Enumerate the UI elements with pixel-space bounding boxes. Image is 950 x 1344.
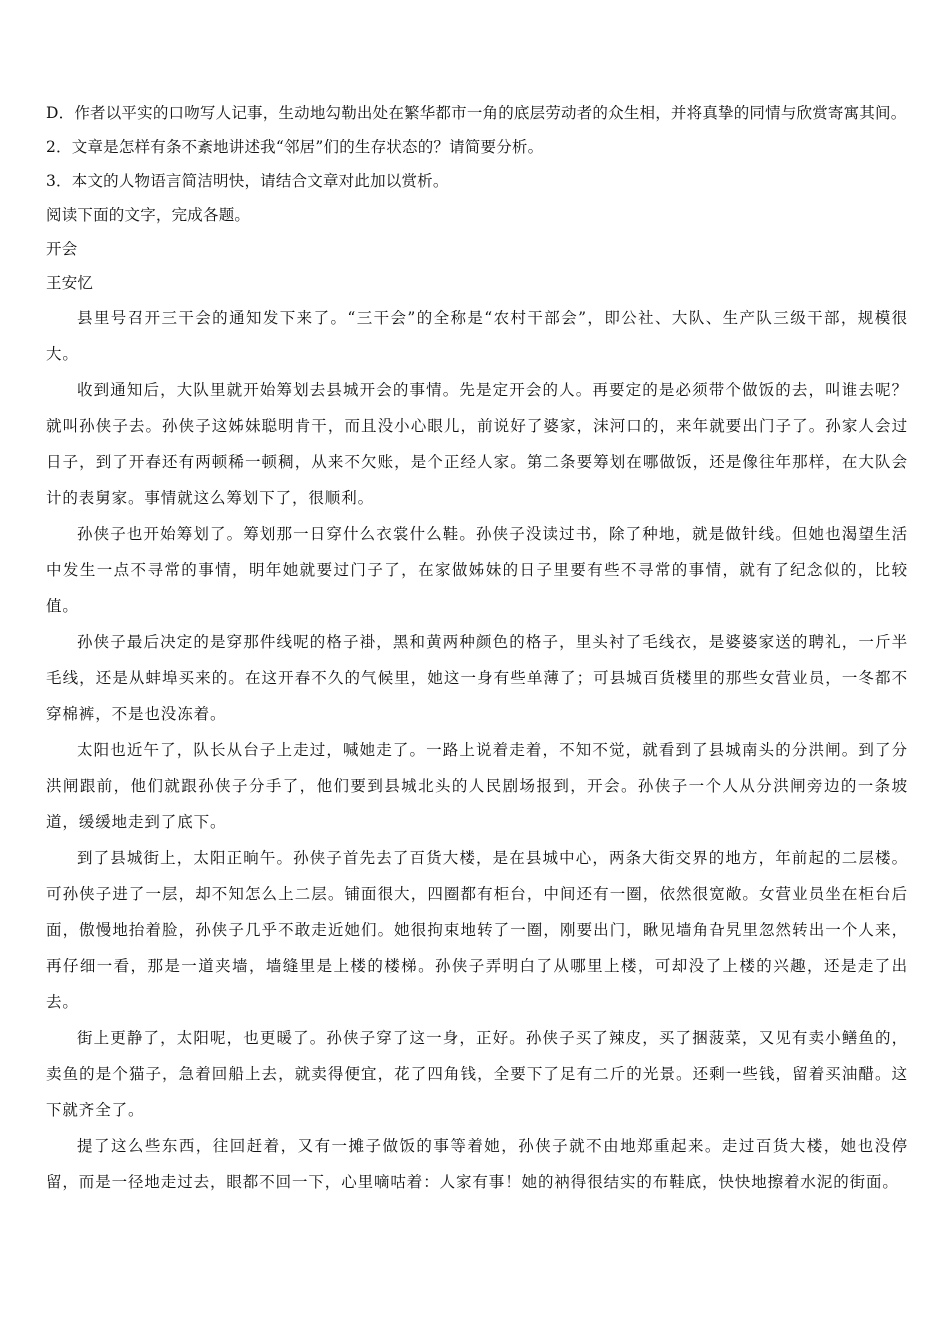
article-title: 开会 [46,240,78,258]
article-paragraph: 县里号召开三干会的通知发下来了。“三干会”的全称是“农村干部会”，即公社、大队、生产队三级干部，规模很大。 [46,309,908,363]
article-paragraph: 收到通知后，大队里就开始筹划去县城开会的事情。先是定开会的人。再要定的是必须带个做饭的去，叫谁去呢？就叫孙侠子去。孙侠子这姊妹聪明肯干，而且没小心眼儿，前说好了婆家，沫河口的，来年就要出门子了。孙家人会过日子，到了开春还有两顿稀一顿稠，从来不欠账，是个正经人家。第二条要筹划在哪做饭，还是像往年那样，在大队会计的表舅家。事情就这么筹划下了，很顺利。 [46,381,908,507]
article-paragraph: 太阳也近午了，队长从台子上走过，喊她走了。一路上说着走着，不知不觉，就看到了县城南头的分洪闸。到了分洪闸跟前，他们就跟孙侠子分手了，他们要到县城北头的人民剧场报到，开会。孙侠子一个人从分洪闸旁边的一条坡道，缓缓地走到了底下。 [46,741,908,831]
reading-instruction: 阅读下面的文字，完成各题。 [46,206,251,224]
article-paragraph: 提了这么些东西，往回赶着，又有一摊子做饭的事等着她，孙侠子就不由地郑重起来。走过百货大楼，她也没停留，而是一径地走过去，眼都不回一下，心里嘀咕着：人家有事！她的衲得很结实的布鞋底，快快地擦着水泥的街面。 [46,1137,908,1191]
article-paragraph: 孙侠子也开始筹划了。筹划那一日穿什么衣裳什么鞋。孙侠子没读过书，除了种地，就是做针线。但她也渴望生活中发生一点不寻常的事情，明年她就要过门子了，在家做姊妹的日子里要有些不寻常的事情，就有了纪念似的，比较值。 [46,525,908,615]
question-3: 3．本文的人物语言简洁明快，请结合文章对此加以赏析。 [46,172,449,190]
document-page [46,96,908,1200]
article-body [46,300,908,1200]
article-paragraph: 到了县城街上，太阳正晌午。孙侠子首先去了百货大楼，是在县城中心，两条大街交界的地方，年前起的二层楼。可孙侠子进了一层，却不知怎么上二层。铺面很大，四圈都有柜台，中间还有一圈，依然很宽敞。女营业员坐在柜台后面，傲慢地抬着脸，孙侠子几乎不敢走近她们。她很拘束地转了一圈，刚要出门，瞅见墙角旮旯里忽然转出一个人来，再仔细一看，那是一道夹墙，墙缝里是上楼的楼梯。孙侠子弄明白了从哪里上楼，可却没了上楼的兴趣，还是走了出去。 [46,849,908,1011]
question-2: 2．文章是怎样有条不紊地讲述我“邻居”们的生存状态的？请简要分析。 [46,138,544,156]
article-paragraph: 街上更静了，太阳呢，也更暖了。孙侠子穿了这一身，正好。孙侠子买了辣皮，买了捆菠菜，又见有卖小鳝鱼的，卖鱼的是个猫子，急着回船上去，就卖得便宜，花了四角钱，全要下了足有二斤的光景。还剩一些钱，留着买油醋。这下就齐全了。 [46,1029,908,1119]
option-d: D．作者以平实的口吻写人记事，生动地勾勒出处在繁华都市一角的底层劳动者的众生相，并将真挚的同情与欣赏寄寓其间。 [46,104,907,122]
answer-options [46,96,908,130]
article-author: 王安忆 [46,274,94,292]
article-paragraph: 孙侠子最后决定的是穿那件线呢的格子褂，黑和黄两种颜色的格子，里头衬了毛线衣，是婆婆家送的聘礼，一斤半毛线，还是从蚌埠买来的。在这开春不久的气候里，她这一身有些单薄了；可县城百货楼里的那些女营业员，一冬都不穿棉裤，不是也没冻着。 [46,633,908,723]
